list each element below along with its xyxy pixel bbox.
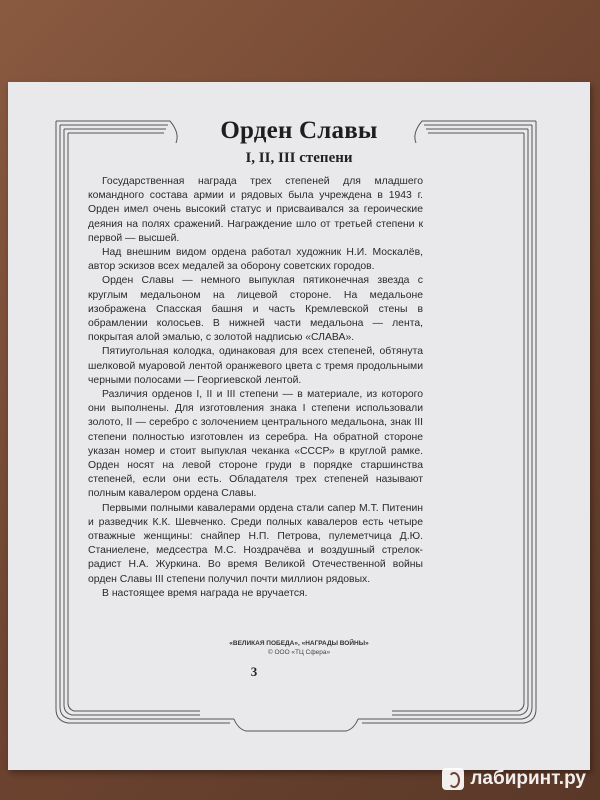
body-text <box>88 175 423 601</box>
page-title: Орден Славы <box>220 117 378 144</box>
watermark <box>442 768 586 790</box>
watermark-text: лабиринт.ру <box>470 768 586 789</box>
paragraph: В настоящее время награда не вручается. <box>102 587 308 599</box>
footer-copyright: © ООО «ТЦ Сфера» <box>267 649 331 656</box>
page-number: 3 <box>241 662 267 682</box>
paragraph: Орден Славы — немного выпуклая пятиконечная звезда с круглым медальоном на лицевой стороне. На медальоне изображена Спасская башня и часть Кремлевской стены в обрамлении колосьев. В нижней части медальона — лента, покрытая алой эмалью, с золотой надписью «СЛАВА». <box>88 275 423 344</box>
paragraph: Первыми полными кавалерами ордена стали сапер М.Т. Питенин и разведчик К.К. Шевченко. Среди полных кавалеров есть четыре отважные женщины: снайпер Н.П. Петрова, пулеметчица Д.Ю. Станиелене, медсестра М.С. Ноздрачёва и воздушный стрелок-радист Н.А. Журкина. Во время Великой Отечественной войны орден Славы III степени получил почти миллион рядовых. <box>88 502 423 585</box>
page-subtitle: I, II, III степени <box>245 150 353 166</box>
labirint-logo-icon <box>442 768 464 790</box>
paragraph: Государственная награда трех степеней для младшего командного состава армии и рядовых была учреждена в 1943 г. Орден имел очень высокий статус и присваивался за героические деяния на полях сражений. Награждение шло от третьей степени к первой — высшей. <box>88 176 423 244</box>
paragraph: Над внешним видом ордена работал художник Н.И. Москалёв, автор эскизов всех медалей за оборону советских городов. <box>88 247 423 273</box>
paragraph: Различия орденов I, II и III степени — в материале, из которого они выполнены. Для изготовления знака I степени использовали золото, II — серебро с золочением центрального медальона, знак III степени полностью изготовлен из серебра. На обратной стороне указан номер и стоит выпуклая чеканка «СССР» в круглой рамке. Орден носят на левой стороне груди в порядке старшинства степеней, если они есть. Обладателя трех степеней называют полным кавалером ордена Славы. <box>88 389 423 500</box>
postcard <box>8 82 590 770</box>
footer-series: «ВЕЛИКАЯ ПОБЕДА», «НАГРАДЫ ВОЙНЫ» <box>229 640 369 647</box>
paragraph: Пятиугольная колодка, одинаковая для всех степеней, обтянута шелковой муаровой лентой оранжевого цвета с тремя продольными черными полосами — Георгиевской лентой. <box>88 346 423 386</box>
